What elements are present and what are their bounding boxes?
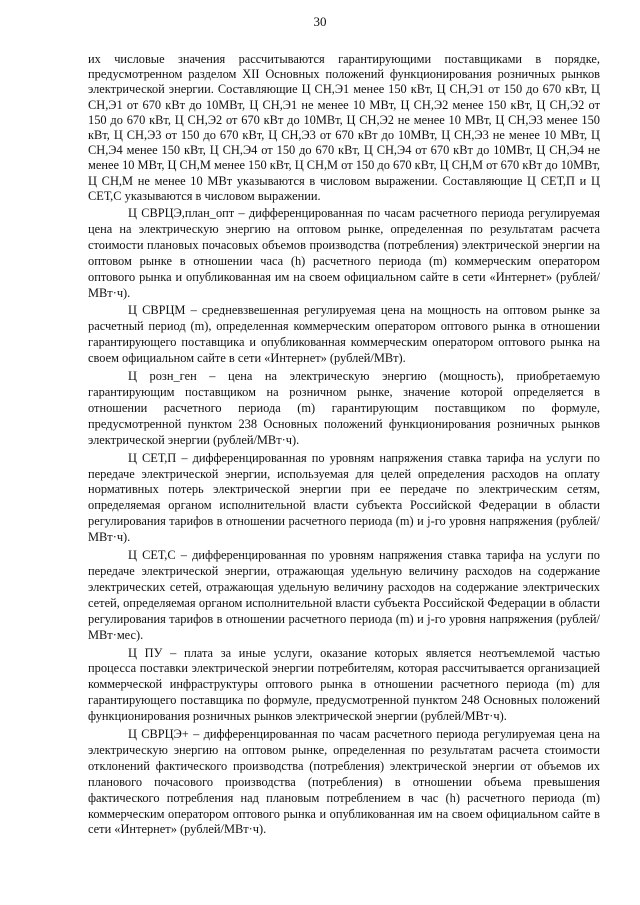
paragraph-svrce-plan: Ц СВРЦЭ,план_опт – дифференцированная по часам расчетного периода регулируемая цена на электрическую энергию на оптовом рынке, определенная по результатам расчета стоимости плановых почасовых объемов производства (потребления) электрической энергии на оптовом рынке в отношении часа (h) расчетного периода (m) коммерческим оператором оптового рынка и опубликованная им на своем официальном сайте в сети «Интернет» (рублей/МВт·ч). xyxy=(88,206,600,300)
paragraph-set-p: Ц СЕТ,П – дифференцированная по уровням напряжения ставка тарифа на услуги по передаче электрической энергии, используемая для целей определения расходов на оплату нормативных потерь электрической энергии при ее передаче по электрическим сетям, определяемая органом исполнительной власти субъекта Российской Федерации в области регулирования тарифов в отношении расчетного периода (m) и j-го уровня напряжения (рублей/МВт·ч). xyxy=(88,450,600,545)
document-body xyxy=(88,52,600,838)
paragraph-price-components: их числовые значения рассчитываются гарантирующими поставщиками в порядке, предусмотренном разделом XII Основных положений функционирования розничных рынков электрической энергии. Составляющие Ц СН,Э1 менее 150 кВт, Ц СН,Э1 от 150 до 670 кВт, Ц СН,Э1 от 670 кВт до 10МВт, Ц СН,Э1 не менее 10 МВт, Ц СН,Э2 менее 150 кВт, Ц СН,Э2 от 150 до 670 кВт, Ц СН,Э2 от 670 кВт до 10МВт, Ц СН,Э2 не менее 10 МВт, Ц СН,Э3 менее 150 кВт, Ц СН,Э3 от 150 до 670 кВт, Ц СН,Э3 от 670 кВт до 10МВт, Ц СН,Э3 не менее 10 МВт, Ц СН,Э4 менее 150 кВт, Ц СН,Э4 от 150 до 670 кВт, Ц СН,Э4 от 670 кВт до 10МВт, Ц СН,Э4 не менее 10 МВт, Ц СН,М менее 150 кВт, Ц СН,М от 150 до 670 кВт, Ц СН,М от 670 кВт до 10МВт, Ц СН,М не менее 10 МВт указываются в числовом выражении. Составляющие Ц СЕТ,П и Ц СЕТ,С указываются в числовом выражении. xyxy=(88,52,600,203)
paragraph-rozn-gen: Ц розн_ген – цена на электрическую энергию (мощность), приобретаемую гарантирующим поставщиком на розничном рынке, значение которой определяется в отношении расчетного периода (m) гарантирующим поставщиком по формуле, предусмотренной пунктом 238 Основных положений функционирования розничных рынков электрической энергии (рублей/МВт·ч). xyxy=(88,369,600,447)
paragraph-pu: Ц ПУ – плата за иные услуги, оказание которых является неотъемлемой частью процесса поставки электрической энергии потребителям, которая рассчитывается организацией коммерческой инфраструктуры оптового рынка в отношении расчетного периода (m) для гарантирующего поставщика по формуле, предусмотренной пунктом 248 Основных положений функционирования розничных рынков электрической энергии (рублей/МВт·ч). xyxy=(88,645,600,724)
paragraph-set-s: Ц СЕТ,С – дифференцированная по уровням напряжения ставка тарифа на услуги по передаче электрической энергии, отражающая удельную величину расходов на содержание электрических сетей, отражающая удельную величину расходов на содержание электрических сетей, определяемая органом исполнительной власти субъекта Российской Федерации в области регулирования тарифов в отношении расчетного периода (m) и j-го уровня напряжения (рублей/МВт·мес). xyxy=(88,548,600,642)
page-number: 30 xyxy=(313,14,327,29)
paragraph-svrcm: Ц СВРЦМ – средневзвешенная регулируемая цена на мощность на оптовом рынке за расчетный период (m), определенная коммерческим оператором оптового рынка в отношении гарантирующего поставщика и опубликованная коммерческим оператором оптового рынка на своем официальном сайте в сети «Интернет» (рублей/МВт). xyxy=(88,303,600,366)
paragraph-svrce-plus: Ц СВРЦЭ+ – дифференцированная по часам расчетного периода регулируемая цена на электрическую энергию на оптовом рынке, определенная по результатам расчета стоимости отклонений фактического производства (потребления) электрической энергии от объемов их планового почасового производства (потребления) в отношении объема превышения фактического потребления над плановым потреблением в час (h) расчетного периода (m) коммерческим оператором оптового рынка и опубликованная им на своем официальном сайте в сети «Интернет» (рублей/МВт·ч). xyxy=(88,727,600,837)
